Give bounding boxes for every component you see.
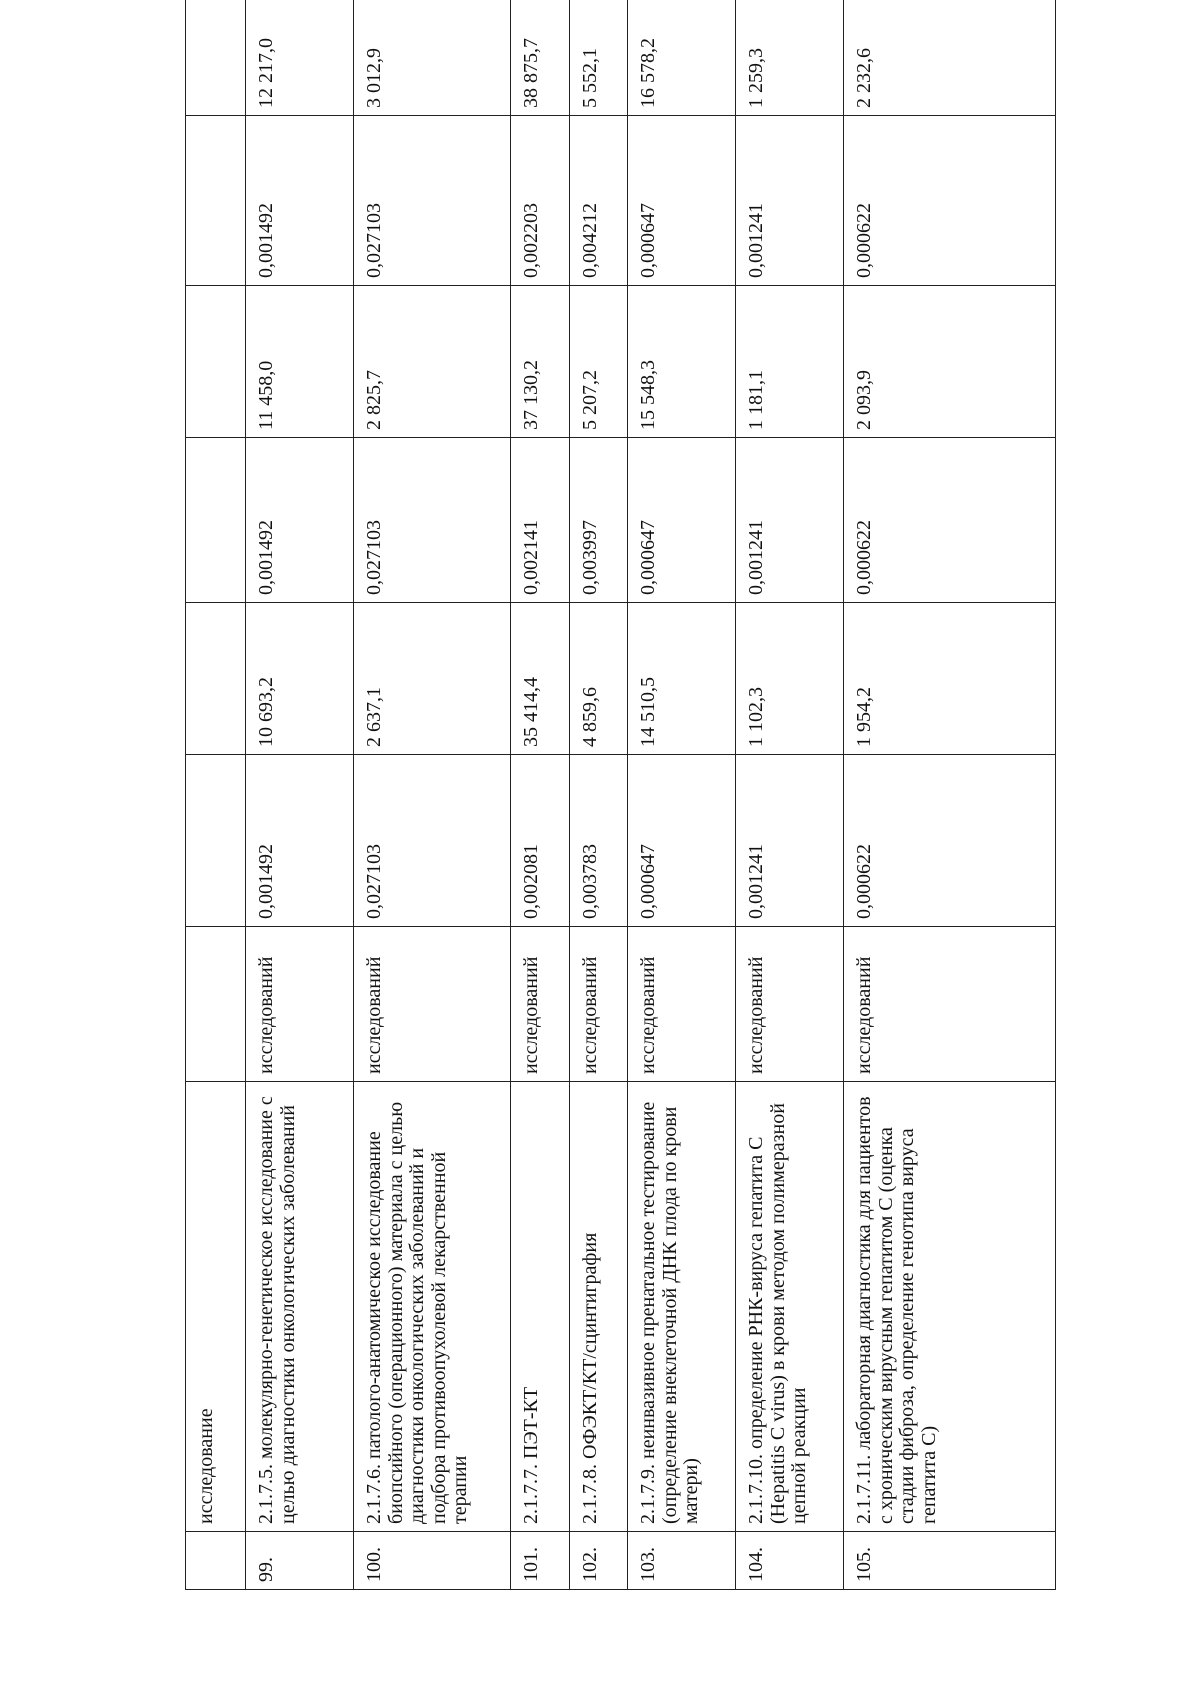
cell-v2: 4 859,6 (570, 603, 628, 755)
cell-num: 102. (570, 1532, 628, 1590)
cell-name: 2.1.7.9. неинвазивное пренатальное тестирование (определение внеклеточной ДНК плода по крови матери) (628, 1082, 736, 1532)
cell-v4: 5 207,2 (570, 286, 628, 438)
cell-v5: 0,027103 (354, 116, 511, 286)
cell-v6: 12 217,0 (246, 0, 354, 116)
cell-v1: 0,001241 (736, 755, 844, 927)
cell-v6: 16 578,2 (628, 0, 736, 116)
cell-num: 104. (736, 1532, 844, 1590)
cell-v2: 10 693,2 (246, 603, 354, 755)
table-row (844, 0, 1056, 1590)
cell-name: исследование (186, 1082, 246, 1532)
cell-name: 2.1.7.11. лабораторная диагностика для пациентов с хроническим вирусным гепатитом С (оценка стадии фиброза, определение генотипа вируса гепатита С) (844, 1082, 1056, 1532)
cell-v5: 0,001492 (246, 116, 354, 286)
cell-v3: 0,000622 (844, 438, 1056, 603)
cell-num: 100. (354, 1532, 511, 1590)
cell-v3: 0,001492 (246, 438, 354, 603)
cell-v5: 0,004212 (570, 116, 628, 286)
cell-v3: 0,003997 (570, 438, 628, 603)
cell-v4: 1 181,1 (736, 286, 844, 438)
cell-v6: 5 552,1 (570, 0, 628, 116)
table-row (354, 0, 511, 1590)
tariff-table (185, 0, 1056, 1590)
cell-name: 2.1.7.10. определение РНК-вируса гепатита С (Hepatitis C virus) в крови методом полимеразной цепной реакции (736, 1082, 844, 1532)
cell-v4: 37 130,2 (511, 286, 570, 438)
cell-num: 103. (628, 1532, 736, 1590)
cell-num: 99. (246, 1532, 354, 1590)
cell-v1: 0,003783 (570, 755, 628, 927)
table-row (736, 0, 844, 1590)
cell-v5: 0,000647 (628, 116, 736, 286)
cell-v5: 0,001241 (736, 116, 844, 286)
cell-v3: 0,002141 (511, 438, 570, 603)
cell-unit: исследований (844, 927, 1056, 1082)
cell-unit: исследований (246, 927, 354, 1082)
cell-name: 2.1.7.8. ОФЭКТ/КТ/сцинтиграфия (570, 1082, 628, 1532)
cell-unit: исследований (736, 927, 844, 1082)
cell-v4: 15 548,3 (628, 286, 736, 438)
table-row (511, 0, 570, 1590)
cell-v2: 35 414,4 (511, 603, 570, 755)
cell-name: 2.1.7.7. ПЭТ-КТ (511, 1082, 570, 1532)
table-row (246, 0, 354, 1590)
cell-unit: исследований (570, 927, 628, 1082)
table-row (570, 0, 628, 1590)
cell-v5 (186, 116, 246, 286)
cell-name: 2.1.7.6. патолого-анатомическое исследование биопсийного (операционного) материала с целью диагностики онкологических заболеваний и подбора противоопухолевой лекарственной терапии (354, 1082, 511, 1532)
cell-v1: 0,001492 (246, 755, 354, 927)
cell-v6: 38 875,7 (511, 0, 570, 116)
cell-v6: 3 012,9 (354, 0, 511, 116)
cell-v5: 0,002203 (511, 116, 570, 286)
cell-v1: 0,000647 (628, 755, 736, 927)
table-row (628, 0, 736, 1590)
cell-v6: 1 259,3 (736, 0, 844, 116)
cell-v6: 2 232,6 (844, 0, 1056, 116)
cell-v1 (186, 755, 246, 927)
cell-v4: 2 093,9 (844, 286, 1056, 438)
cell-v2: 14 510,5 (628, 603, 736, 755)
cell-v3: 0,027103 (354, 438, 511, 603)
cell-num (186, 1532, 246, 1590)
table-row-header-continuation (186, 0, 246, 1590)
cell-v3: 0,000647 (628, 438, 736, 603)
cell-v1: 0,027103 (354, 755, 511, 927)
cell-num: 101. (511, 1532, 570, 1590)
cell-v6 (186, 0, 246, 116)
cell-unit: исследований (628, 927, 736, 1082)
cell-v2: 1 954,2 (844, 603, 1056, 755)
rotated-page (185, 38, 1055, 1590)
cell-v4 (186, 286, 246, 438)
cell-v3 (186, 438, 246, 603)
cell-unit: исследований (511, 927, 570, 1082)
cell-name: 2.1.7.5. молекулярно-генетическое исследование с целью диагностики онкологических заболеваний (246, 1082, 354, 1532)
cell-v4: 11 458,0 (246, 286, 354, 438)
cell-num: 105. (844, 1532, 1056, 1590)
cell-unit (186, 927, 246, 1082)
cell-v1: 0,000622 (844, 755, 1056, 927)
cell-v2 (186, 603, 246, 755)
cell-v1: 0,002081 (511, 755, 570, 927)
cell-v2: 2 637,1 (354, 603, 511, 755)
cell-v3: 0,001241 (736, 438, 844, 603)
cell-v5: 0,000622 (844, 116, 1056, 286)
cell-v4: 2 825,7 (354, 286, 511, 438)
cell-v2: 1 102,3 (736, 603, 844, 755)
cell-unit: исследований (354, 927, 511, 1082)
